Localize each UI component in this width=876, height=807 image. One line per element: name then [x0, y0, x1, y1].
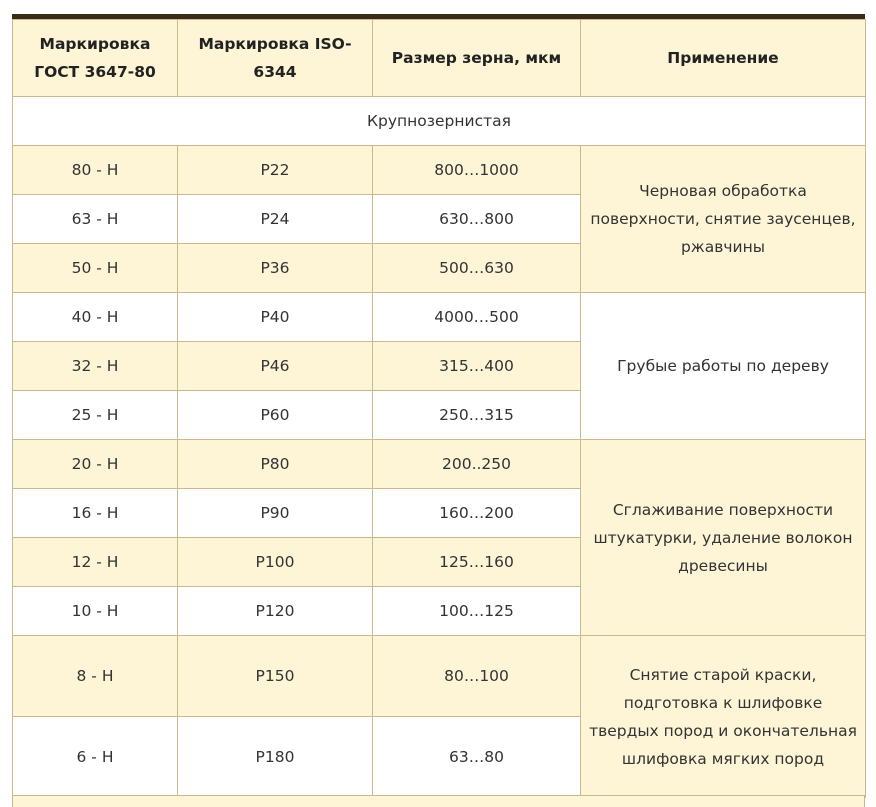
cell-gost: 32 - Н	[13, 342, 178, 391]
cell-gost: 80 - Н	[13, 146, 178, 195]
grit-table	[12, 19, 866, 798]
table-row	[13, 440, 866, 489]
cell-gost: 63 - Н	[13, 195, 178, 244]
cell-application: Сглаживание поверхности штукатурки, удаление волокон древесины	[581, 440, 866, 636]
cell-gost: 25 - Н	[13, 391, 178, 440]
cell-iso: P80	[178, 440, 373, 489]
cell-size: 800…1000	[373, 146, 581, 195]
cell-size: 4000…500	[373, 293, 581, 342]
cell-gost: 40 - Н	[13, 293, 178, 342]
cell-iso: P22	[178, 146, 373, 195]
cell-gost: 50 - Н	[13, 244, 178, 293]
cell-iso: P24	[178, 195, 373, 244]
cell-gost: 10 - Н	[13, 587, 178, 636]
cell-size: 125…160	[373, 538, 581, 587]
cell-application: Черновая обработка поверхности, снятие заусенцев, ржавчины	[581, 146, 866, 293]
header-application: Применение	[581, 20, 866, 97]
cell-size: 315…400	[373, 342, 581, 391]
cell-iso: P40	[178, 293, 373, 342]
cell-gost: 16 - Н	[13, 489, 178, 538]
cell-iso: P120	[178, 587, 373, 636]
cell-size: 500…630	[373, 244, 581, 293]
cell-size: 200..250	[373, 440, 581, 489]
section-row	[13, 97, 866, 146]
header-row	[13, 20, 866, 97]
section-title: Крупнозернистая	[13, 97, 866, 146]
cell-gost: 20 - Н	[13, 440, 178, 489]
cell-size: 250…315	[373, 391, 581, 440]
table-row	[13, 293, 866, 342]
cell-application: Грубые работы по дереву	[581, 293, 866, 440]
table-next-row-edge	[12, 795, 865, 807]
cell-iso: P90	[178, 489, 373, 538]
table-row	[13, 146, 866, 195]
cell-size: 160…200	[373, 489, 581, 538]
cell-iso: P100	[178, 538, 373, 587]
header-iso: Маркировка ISO-6344	[178, 20, 373, 97]
cell-gost: 12 - Н	[13, 538, 178, 587]
cell-iso: P60	[178, 391, 373, 440]
cell-size: 630…800	[373, 195, 581, 244]
header-size: Размер зерна, мкм	[373, 20, 581, 97]
header-gost: Маркировка ГОСТ 3647-80	[13, 20, 178, 97]
cell-iso: P150	[178, 636, 373, 717]
cell-iso: P46	[178, 342, 373, 391]
cell-gost: 6 - Н	[13, 717, 178, 798]
cell-size: 100…125	[373, 587, 581, 636]
table-row	[13, 636, 866, 717]
cell-gost: 8 - Н	[13, 636, 178, 717]
cell-size: 63…80	[373, 717, 581, 798]
cell-iso: P36	[178, 244, 373, 293]
cell-iso: P180	[178, 717, 373, 798]
cell-size: 80…100	[373, 636, 581, 717]
cell-application: Снятие старой краски, подготовка к шлифовке твердых пород и окончательная шлифовка мягких пород	[581, 636, 866, 798]
